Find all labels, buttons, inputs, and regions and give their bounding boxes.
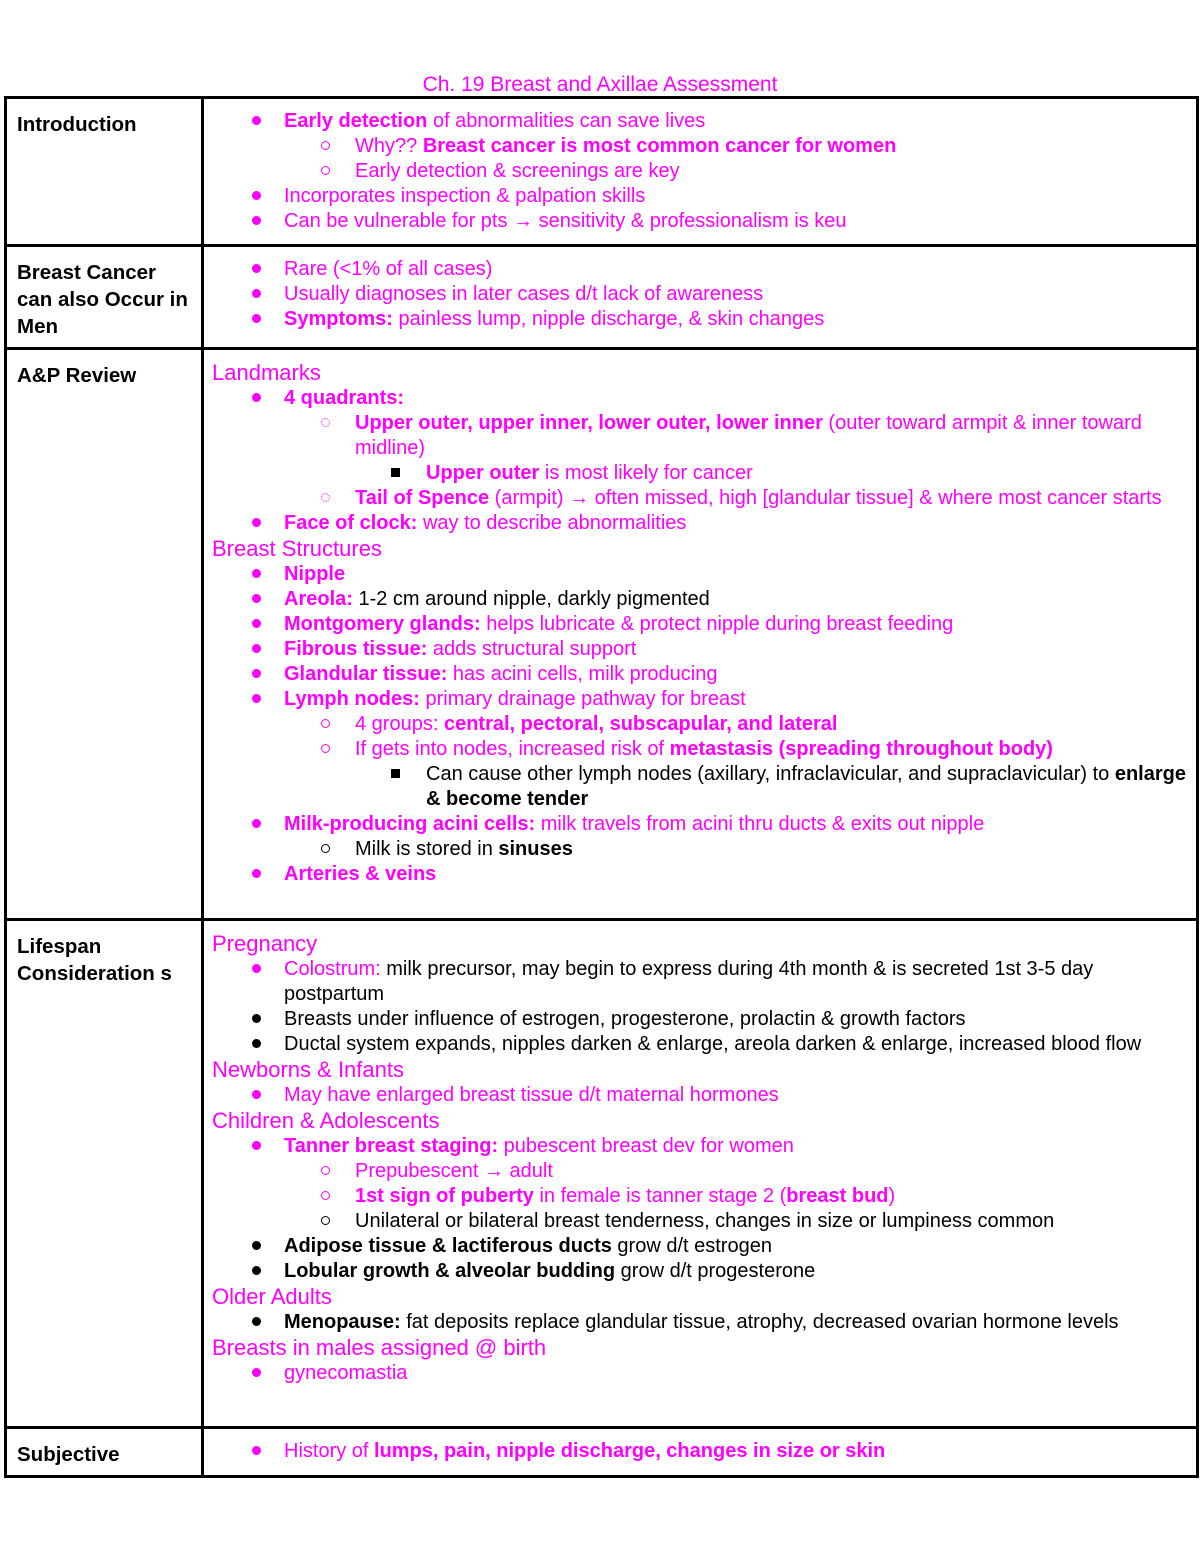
- bullet-dot-icon: [248, 209, 264, 234]
- list-item: Early detection & screenings are key: [212, 159, 1192, 184]
- bullet-circle-icon: [317, 737, 333, 762]
- bullet-dot-icon: [248, 1134, 264, 1159]
- section-heading: Breast Structures: [212, 536, 382, 561]
- bullet-dot-icon: [248, 957, 264, 982]
- row-label: Subjective: [6, 1428, 203, 1477]
- bullet-dot-icon: [248, 662, 264, 687]
- bullet-circle-icon: [317, 837, 333, 862]
- bullet-dot-icon: [248, 587, 264, 612]
- row-subjective: [6, 1428, 1198, 1477]
- list-item: Tail of Spence (armpit) → often missed, high [glandular tissue] & where most cancer starts: [212, 486, 1192, 511]
- bullet-dot-icon: [248, 1439, 264, 1464]
- list-item: Face of clock: way to describe abnormalities: [212, 511, 1192, 536]
- bullet-dot-icon: [248, 184, 264, 209]
- section-heading: Landmarks: [212, 360, 321, 385]
- list-item: Milk is stored in sinuses: [212, 837, 1192, 862]
- list-item: Breasts under influence of estrogen, progesterone, prolactin & growth factors: [212, 1007, 1192, 1032]
- bullet-dot-icon: [248, 1032, 264, 1057]
- bullet-dot-icon: [248, 1310, 264, 1335]
- bullet-dot-icon: [248, 386, 264, 411]
- bullet-dot-icon: [248, 862, 264, 887]
- bullet-dot-icon: [248, 1007, 264, 1032]
- list-item: gynecomastia: [212, 1361, 1192, 1386]
- page-title: Ch. 19 Breast and Axillae Assessment: [422, 73, 778, 96]
- row-lifespan: [6, 920, 1198, 1428]
- bullet-dot-icon: [248, 562, 264, 587]
- row-ap-review: [6, 349, 1198, 920]
- bullet-dot-icon: [248, 1361, 264, 1386]
- row-label: Lifespan Consideration s: [6, 920, 203, 1428]
- list-item: Tanner breast staging: pubescent breast dev for women: [212, 1134, 1192, 1159]
- list-item: Glandular tissue: has acini cells, milk producing: [212, 662, 1192, 687]
- list-item: Unilateral or bilateral breast tenderness, changes in size or lumpiness common: [212, 1209, 1192, 1234]
- row-content: [203, 98, 1198, 246]
- list-item: Symptoms: painless lump, nipple discharge, & skin changes: [212, 307, 1192, 332]
- list-item: Milk-producing acini cells: milk travels from acini thru ducts & exits out nipple: [212, 812, 1192, 837]
- bullet-dot-icon: [248, 812, 264, 837]
- bullet-circle-icon: [317, 134, 333, 159]
- row-label: Introduction: [6, 98, 203, 246]
- list-item: Lymph nodes: primary drainage pathway for breast: [212, 687, 1192, 712]
- list-item: Ductal system expands, nipples darken & enlarge, areola darken & enlarge, increased blood flow: [212, 1032, 1192, 1057]
- list-item: Prepubescent → adult: [212, 1159, 1192, 1184]
- bullet-circle-icon: [317, 1159, 333, 1184]
- list-item: Menopause: fat deposits replace glandular tissue, atrophy, decreased ovarian hormone levels: [212, 1310, 1192, 1335]
- bullet-circle-icon: [317, 712, 333, 737]
- bullet-circle-icon: [317, 159, 333, 184]
- bullet-circle-icon: [317, 1184, 333, 1209]
- list-item: Lobular growth & alveolar budding grow d/t progesterone: [212, 1259, 1192, 1284]
- bullet-dot-icon: [248, 1234, 264, 1259]
- list-item: Why?? Breast cancer is most common cancer for women: [212, 134, 1192, 159]
- bullet-dot-icon: [248, 282, 264, 307]
- bullet-dot-icon: [248, 257, 264, 282]
- bullet-dot-icon: [248, 1083, 264, 1108]
- list-item: 1st sign of puberty in female is tanner stage 2 (breast bud): [212, 1184, 1192, 1209]
- section-heading: Newborns & Infants: [212, 1057, 404, 1082]
- bullet-dot-icon: [248, 1259, 264, 1284]
- bullet-dot-icon: [248, 307, 264, 332]
- row-label: A&P Review: [6, 349, 203, 920]
- list-item: Arteries & veins: [212, 862, 1192, 887]
- section-heading: Older Adults: [212, 1284, 332, 1309]
- list-item: Can be vulnerable for pts → sensitivity & professionalism is keu: [212, 209, 1192, 234]
- bullet-dotted-circle-icon: [317, 486, 333, 511]
- section-heading: Breasts in males assigned @ birth: [212, 1335, 547, 1360]
- list-item: Rare (<1% of all cases): [212, 257, 1192, 282]
- bullet-dot-icon: [248, 612, 264, 637]
- bullet-square-icon: [387, 461, 403, 486]
- bullet-dot-icon: [248, 687, 264, 712]
- list-item: Nipple: [212, 562, 1192, 587]
- row-label: Breast Cancer can also Occur in Men: [6, 246, 203, 349]
- row-men: [6, 246, 1198, 349]
- list-item: Incorporates inspection & palpation skills: [212, 184, 1192, 209]
- bullet-circle-icon: [317, 1209, 333, 1234]
- list-item: Usually diagnoses in later cases d/t lack of awareness: [212, 282, 1192, 307]
- bullet-square-icon: [387, 762, 403, 787]
- bullet-dot-icon: [248, 511, 264, 536]
- bullet-dot-icon: [248, 637, 264, 662]
- list-item: 4 quadrants:: [212, 386, 1192, 411]
- row-content: [203, 349, 1198, 920]
- bullet-dotted-circle-icon: [317, 411, 333, 436]
- row-introduction: [6, 98, 1198, 246]
- list-item: Colostrum: milk precursor, may begin to express during 4th month & is secreted 1st 3-5 day postpartum: [212, 957, 1192, 1007]
- notes-table: [4, 96, 1199, 1478]
- list-item: Montgomery glands: helps lubricate & protect nipple during breast feeding: [212, 612, 1192, 637]
- list-item: History of lumps, pain, nipple discharge, changes in size or skin: [212, 1439, 1192, 1464]
- row-content: [203, 1428, 1198, 1477]
- list-item: May have enlarged breast tissue d/t maternal hormones: [212, 1083, 1192, 1108]
- row-content: [203, 920, 1198, 1428]
- section-heading: Pregnancy: [212, 931, 318, 956]
- list-item: Upper outer, upper inner, lower outer, lower inner (outer toward armpit & inner toward midline): [212, 411, 1192, 461]
- list-item: Upper outer is most likely for cancer: [212, 461, 1192, 486]
- bullet-dot-icon: [248, 109, 264, 134]
- section-heading: Children & Adolescents: [212, 1108, 440, 1133]
- list-item: Adipose tissue & lactiferous ducts grow d/t estrogen: [212, 1234, 1192, 1259]
- row-content: [203, 246, 1198, 349]
- list-item: Areola: 1-2 cm around nipple, darkly pigmented: [212, 587, 1192, 612]
- list-item: Can cause other lymph nodes (axillary, infraclavicular, and supraclavicular) to enlarge & become tender: [212, 762, 1192, 812]
- list-item: Fibrous tissue: adds structural support: [212, 637, 1192, 662]
- list-item: If gets into nodes, increased risk of metastasis (spreading throughout body): [212, 737, 1192, 762]
- list-item: 4 groups: central, pectoral, subscapular, and lateral: [212, 712, 1192, 737]
- list-item: Early detection of abnormalities can save lives: [212, 109, 1192, 134]
